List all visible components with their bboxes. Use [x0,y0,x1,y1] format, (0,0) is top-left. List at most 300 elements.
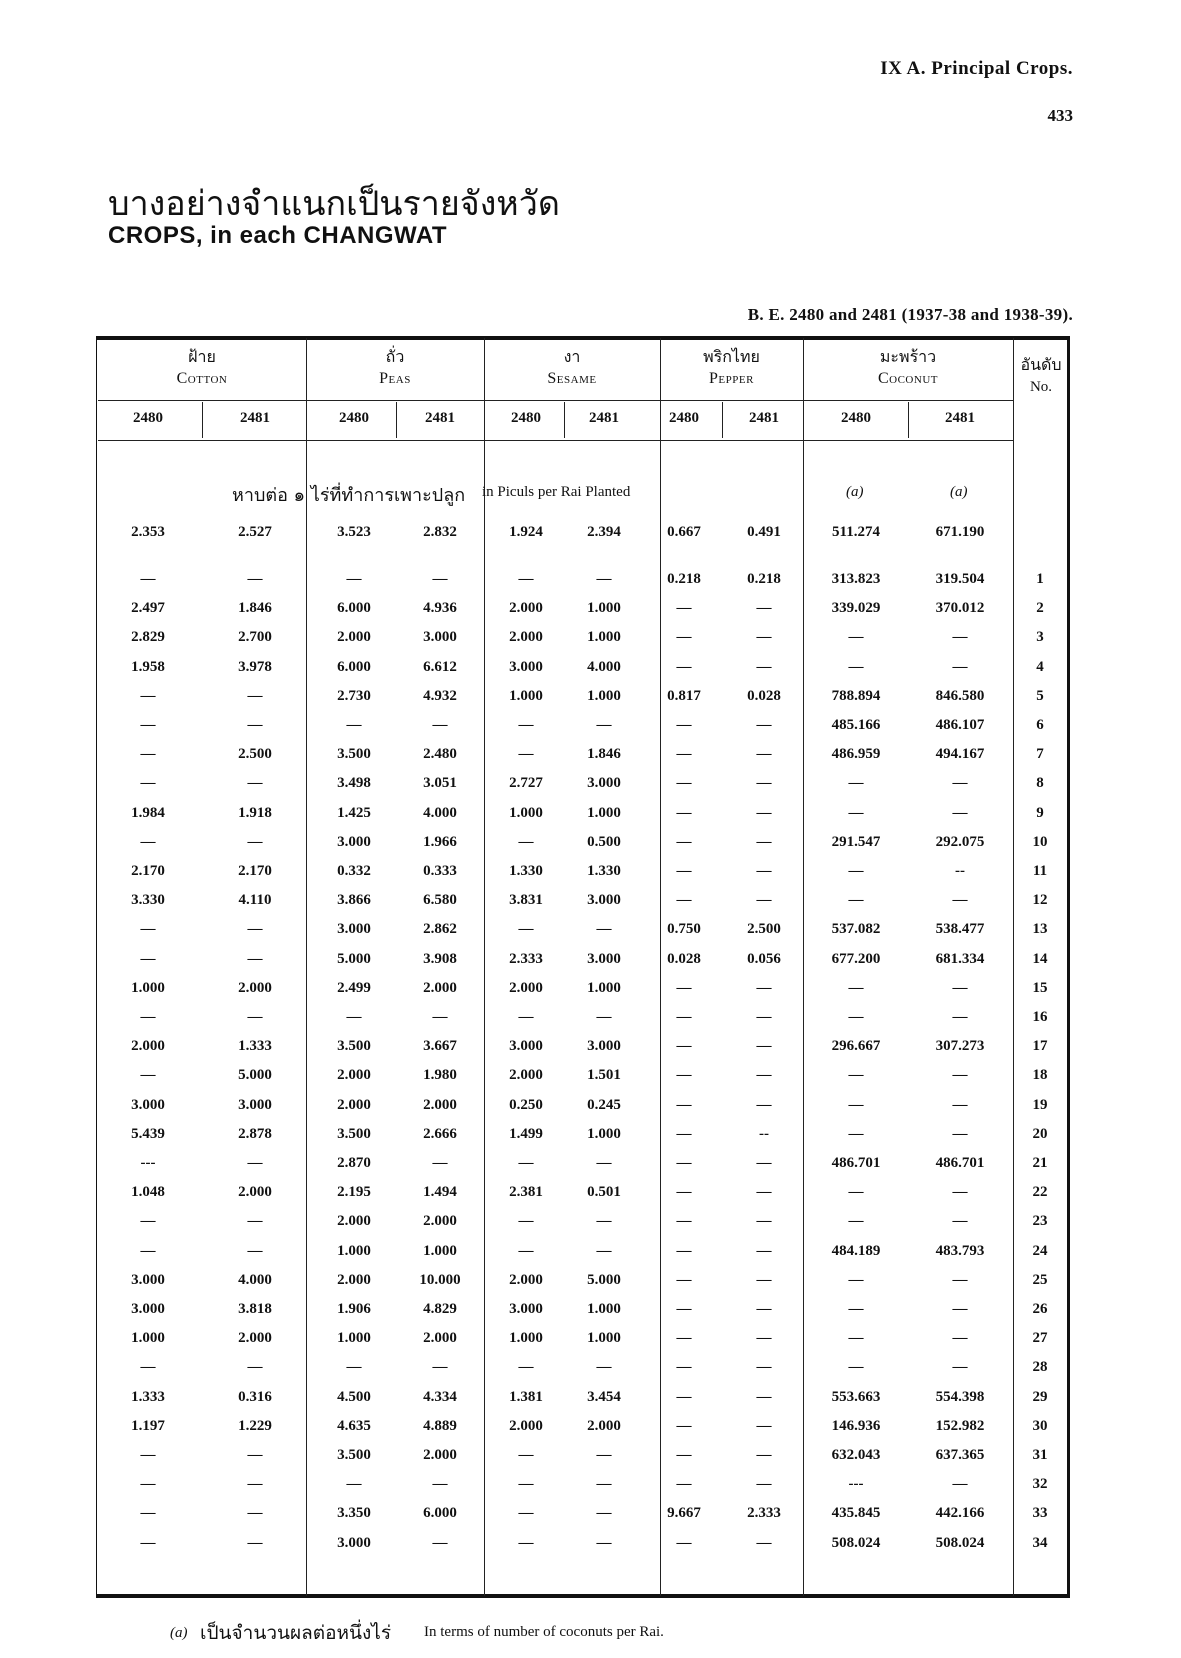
table-cell: 3.500 [337,1447,371,1463]
table-cell: — [247,1535,263,1551]
table-cell: 1.000 [131,1330,165,1346]
table-cell: — [756,1097,772,1113]
year-header: 2481 [589,410,619,426]
table-cell: — [756,1272,772,1288]
table-cell: — [952,1330,968,1346]
table-cell: — [247,1009,263,1025]
table-cell: 3.000 [423,629,457,645]
table-cell: 2.727 [509,775,543,791]
header-rule-2 [98,440,1013,441]
table-cell: 0.056 [747,951,781,967]
table-cell: 0.250 [509,1097,543,1113]
table-cell: 1.000 [587,688,621,704]
table-cell: 483.793 [935,1243,985,1259]
table-cell: — [518,571,534,587]
row-number: 3 [1036,629,1044,645]
total-cell: 511.274 [832,524,880,540]
table-cell: 553.663 [831,1389,881,1405]
table-cell: 485.166 [831,717,881,733]
table-cell: 146.936 [831,1418,881,1434]
table-cell: — [676,600,692,616]
page-number: 433 [1047,106,1073,125]
table-cell: 1.846 [587,746,621,762]
table-cell: — [952,1067,968,1083]
table-cell: 0.333 [423,863,457,879]
row-number: 9 [1036,805,1044,821]
table-cell: 508.024 [935,1535,985,1551]
table-cell: 2.000 [423,1097,457,1113]
table-cell: 554.398 [935,1389,985,1405]
table-cell: — [756,746,772,762]
table-cell: 4.932 [423,688,457,704]
table-cell: 1.000 [509,1330,543,1346]
table-cell: — [952,659,968,675]
row-number: 8 [1036,775,1044,791]
table-cell: 2.870 [337,1155,371,1171]
table-cell: — [676,1009,692,1025]
table-cell: — [596,1213,612,1229]
table-cell: — [756,1389,772,1405]
table-cell: 4.000 [587,659,621,675]
table-cell: 2.497 [131,600,165,616]
table-cell: — [346,571,362,587]
unit-label-english: in Piculs per Rai Planted [482,484,631,500]
table-cell: 0.028 [667,951,701,967]
table-cell: 1.984 [131,805,165,821]
crop-name-english: Peas [379,370,411,387]
table-cell: 2.000 [509,600,543,616]
table-cell: — [848,892,864,908]
table-cell: 486.107 [935,717,985,733]
table-cell: — [848,1126,864,1142]
table-cell: — [518,1447,534,1463]
row-number: 32 [1032,1476,1048,1492]
table-cell: — [756,863,772,879]
table-cell: 6.612 [423,659,457,675]
table-cell: 2.170 [238,863,272,879]
table-cell: 152.982 [935,1418,985,1434]
crop-name-english: Coconut [877,370,938,387]
table-cell: 3.500 [337,1126,371,1142]
table-cell: 2.000 [423,1330,457,1346]
table-cell: — [518,717,534,733]
table-cell: — [848,863,864,879]
crop-header [660,346,803,390]
table-cell: — [952,1213,968,1229]
table-cell: 3.000 [337,921,371,937]
table-cell: — [518,1009,534,1025]
table-cell: 0.332 [337,863,371,879]
table-cell: — [247,1505,263,1521]
crop-header [306,346,484,390]
table-cell: 4.829 [423,1301,457,1317]
table-cell: — [848,1067,864,1083]
table-cell: 307.273 [935,1038,985,1054]
table-cell: — [676,1243,692,1259]
table-cell: — [756,1038,772,1054]
crop-name-thai: ถั่ว [385,347,405,366]
table-cell: 2.000 [509,1418,543,1434]
row-number: 22 [1032,1184,1048,1200]
table-cell: 1.333 [238,1038,272,1054]
table-cell: — [676,980,692,996]
table-cell: 2.333 [747,1505,781,1521]
table-cell: 0.817 [667,688,701,704]
table-cell: 5.000 [337,951,371,967]
row-number: 11 [1032,863,1048,879]
table-cell: 0.245 [587,1097,621,1113]
row-number: 15 [1032,980,1048,996]
table-cell: 0.218 [667,571,701,587]
table-cell: — [140,775,156,791]
table-cell: — [756,1476,772,1492]
table-cell: 3.000 [131,1301,165,1317]
row-number: 27 [1032,1330,1048,1346]
table-cell: 2.000 [509,980,543,996]
table-cell: 486.959 [831,746,881,762]
table-cell: — [848,1301,864,1317]
table-cell: — [952,805,968,821]
table-cell: — [247,1155,263,1171]
period-label: B. E. 2480 and 2481 (1937-38 and 1938-39). [747,305,1073,324]
table-cell: — [848,805,864,821]
total-cell: 3.523 [337,524,371,540]
table-cell: — [756,1184,772,1200]
table-cell: — [848,1097,864,1113]
table-cell: — [952,1359,968,1375]
table-cell: — [676,629,692,645]
table-cell: 0.500 [587,834,621,850]
table-cell: — [140,1067,156,1083]
table-cell: — [596,1476,612,1492]
year-header: 2480 [339,410,369,426]
table-cell: 1.966 [423,834,457,850]
table-cell: 2.878 [238,1126,272,1142]
table-cell: — [247,834,263,850]
table-cell: — [952,1097,968,1113]
table-cell: — [848,1330,864,1346]
table-cell: 2.000 [337,1097,371,1113]
table-cell: — [140,921,156,937]
table-cell: — [432,1476,448,1492]
row-number: 24 [1032,1243,1048,1259]
table-cell: — [848,629,864,645]
table-cell: — [518,1505,534,1521]
table-cell: — [140,717,156,733]
table-cell: — [518,1476,534,1492]
table-cell: — [848,1359,864,1375]
table-cell: — [676,1038,692,1054]
year-divider [908,402,909,438]
table-cell: — [518,921,534,937]
table-cell: — [596,1009,612,1025]
coconut-unit-note: (a) [950,484,968,500]
table-cell: 370.012 [935,600,985,616]
table-cell: — [952,1184,968,1200]
table-cell: 3.500 [337,1038,371,1054]
row-number: 21 [1032,1155,1048,1171]
table-cell: — [140,1213,156,1229]
table-cell: 1.000 [509,688,543,704]
table-cell: 0.316 [238,1389,272,1405]
crop-name-english: Pepper [709,370,754,387]
table-cell: 3.000 [131,1272,165,1288]
table-cell: 3.000 [587,775,621,791]
table-cell: 3.831 [509,892,543,908]
table-cell: — [756,629,772,645]
table-cell: 339.029 [831,600,881,616]
table-cell: 1.958 [131,659,165,675]
table-cell: — [518,1359,534,1375]
year-header: 2481 [749,410,779,426]
table-cell: 3.667 [423,1038,457,1054]
row-number: 29 [1032,1389,1048,1405]
table-cell: — [432,571,448,587]
table-cell: -- [955,863,965,879]
table-cell: — [756,892,772,908]
table-cell: — [140,1447,156,1463]
table-cell: 537.082 [831,921,881,937]
table-cell: 3.818 [238,1301,272,1317]
table-cell: 1.000 [587,1126,621,1142]
table-cell: 4.936 [423,600,457,616]
table-cell: — [676,717,692,733]
row-number: 25 [1032,1272,1048,1288]
table-cell: 2.000 [337,1067,371,1083]
table-cell: — [676,746,692,762]
row-number: 30 [1032,1418,1048,1434]
table-cell: — [952,1126,968,1142]
table-cell: — [756,1009,772,1025]
table-cell: 1.000 [587,1301,621,1317]
table-cell: 2.000 [238,1184,272,1200]
table-cell: 1.000 [337,1243,371,1259]
row-number: 34 [1032,1535,1048,1551]
table-cell: — [756,1418,772,1434]
table-cell: 681.334 [935,951,985,967]
table-cell: 3.051 [423,775,457,791]
table-cell: 1.197 [131,1418,165,1434]
table-cell: 3.000 [131,1097,165,1113]
table-cell: — [848,1184,864,1200]
table-cell: — [140,1476,156,1492]
table-cell: — [247,1243,263,1259]
table-cell: 1.000 [337,1330,371,1346]
table-cell: 3.000 [509,1301,543,1317]
table-cell: — [140,1009,156,1025]
table-cell: — [596,717,612,733]
table-cell: 3.454 [587,1389,621,1405]
table-cell: 846.580 [935,688,985,704]
table-cell: 2.170 [131,863,165,879]
year-header: 2480 [841,410,871,426]
crop-header [98,346,306,390]
table-cell: — [676,1476,692,1492]
table-cell: 3.000 [509,659,543,675]
table-cell: 2.666 [423,1126,457,1142]
table-cell: 5.000 [238,1067,272,1083]
number-header [1013,354,1069,398]
table-cell: 3.978 [238,659,272,675]
table-cell: — [756,775,772,791]
crop-header [803,346,1013,390]
table-cell: 1.918 [238,805,272,821]
table-cell: — [247,775,263,791]
row-number: 19 [1032,1097,1048,1113]
table-cell: — [596,1359,612,1375]
table-cell: 2.333 [509,951,543,967]
table-cell: — [676,805,692,821]
table-cell: 2.862 [423,921,457,937]
table-cell: 1.000 [587,1330,621,1346]
year-header: 2481 [945,410,975,426]
crop-name-thai: งา [563,347,581,366]
table-cell: — [596,921,612,937]
table-cell: — [518,1155,534,1171]
table-cell: 508.024 [831,1535,881,1551]
table-cell: — [756,980,772,996]
table-cell: — [247,1447,263,1463]
table-cell: — [247,1359,263,1375]
row-number: 20 [1032,1126,1048,1142]
table-cell: — [952,1301,968,1317]
table-cell: 1.000 [131,980,165,996]
table-cell: 2.700 [238,629,272,645]
table-cell: — [247,1476,263,1492]
table-cell: — [756,1243,772,1259]
table-cell: 0.218 [747,571,781,587]
table-cell: 1.501 [587,1067,621,1083]
row-number: 13 [1032,921,1048,937]
year-header: 2480 [133,410,163,426]
row-number: 5 [1036,688,1044,704]
table-cell: 1.846 [238,600,272,616]
table-cell: 637.365 [935,1447,985,1463]
table-cell: — [676,1418,692,1434]
footnote-thai: เป็นจำนวนผลต่อหนึ่งไร่ [200,1622,392,1644]
table-cell: 2.000 [337,1213,371,1229]
table-cell: — [676,1097,692,1113]
table-cell: 1.906 [337,1301,371,1317]
table-cell: 9.667 [667,1505,701,1521]
table-cell: 5.439 [131,1126,165,1142]
table-cell: — [952,1476,968,1492]
table-cell: — [756,834,772,850]
table-cell: --- [140,1155,156,1171]
table-cell: 2.499 [337,980,371,996]
table-cell: 3.350 [337,1505,371,1521]
table-cell: — [247,571,263,587]
table-cell: — [346,717,362,733]
table-cell: 3.000 [238,1097,272,1113]
table-cell: 2.000 [423,1213,457,1229]
table-cell: 788.894 [831,688,881,704]
table-cell: 3.498 [337,775,371,791]
table-cell: 677.200 [831,951,881,967]
table-cell: 5.000 [587,1272,621,1288]
table-cell: 1.980 [423,1067,457,1083]
table-cell: 3.000 [509,1038,543,1054]
section-title: IX A. Principal Crops. [880,58,1073,79]
table-cell: — [676,1359,692,1375]
crop-name-english: Sesame [547,370,597,387]
table-cell: 1.425 [337,805,371,821]
table-cell: — [676,1447,692,1463]
table-cell: — [596,571,612,587]
table-cell: 2.000 [238,1330,272,1346]
crop-header [484,346,660,390]
table-cell: 442.166 [935,1505,985,1521]
table-cell: — [140,951,156,967]
table-cell: — [432,1359,448,1375]
row-number: 12 [1032,892,1048,908]
table-cell: — [346,1009,362,1025]
table-cell: — [756,1359,772,1375]
table-cell: 1.000 [587,805,621,821]
table-cell: 3.000 [587,1038,621,1054]
table-cell: — [140,571,156,587]
table-cell: — [518,1535,534,1551]
table-cell: 1.229 [238,1418,272,1434]
year-header: 2481 [425,410,455,426]
row-number: 33 [1032,1505,1048,1521]
table-cell: 3.500 [337,746,371,762]
table-cell: — [596,1505,612,1521]
table-cell: — [596,1155,612,1171]
table-cell: 2.500 [747,921,781,937]
table-cell: — [676,1389,692,1405]
table-cell: — [676,892,692,908]
crop-name-thai: มะพร้าว [879,347,937,366]
table-cell: — [140,1359,156,1375]
row-number: 4 [1036,659,1044,675]
table-cell: 3.000 [337,834,371,850]
table-cell: — [848,659,864,675]
table-cell: 2.730 [337,688,371,704]
table-cell: — [140,688,156,704]
table-cell: 10.000 [419,1272,461,1288]
table-cell: — [756,1330,772,1346]
row-number: 31 [1032,1447,1048,1463]
table-cell: — [676,1067,692,1083]
row-number: 1 [1036,571,1044,587]
table-cell: — [848,1009,864,1025]
row-number: 28 [1032,1359,1048,1375]
table-cell: — [676,1301,692,1317]
row-number: 10 [1032,834,1048,850]
table-cell: 4.889 [423,1418,457,1434]
total-cell: 0.491 [747,524,781,540]
table-cell: 1.000 [509,805,543,821]
table-cell: 2.000 [509,1272,543,1288]
table-cell: — [952,980,968,996]
table-cell: — [676,659,692,675]
table-cell: — [676,1126,692,1142]
table-cell: — [756,1213,772,1229]
table-cell: — [247,1213,263,1229]
total-cell: 2.527 [238,524,272,540]
row-number: 18 [1032,1067,1048,1083]
table-cell: — [848,1272,864,1288]
table-cell: 632.043 [831,1447,881,1463]
table-cell: 1.000 [587,600,621,616]
table-cell: 3.330 [131,892,165,908]
table-cell: — [952,1272,968,1288]
table-cell: 4.000 [423,805,457,821]
table-cell: 2.000 [131,1038,165,1054]
table-cell: — [140,834,156,850]
row-number: 7 [1036,746,1044,762]
